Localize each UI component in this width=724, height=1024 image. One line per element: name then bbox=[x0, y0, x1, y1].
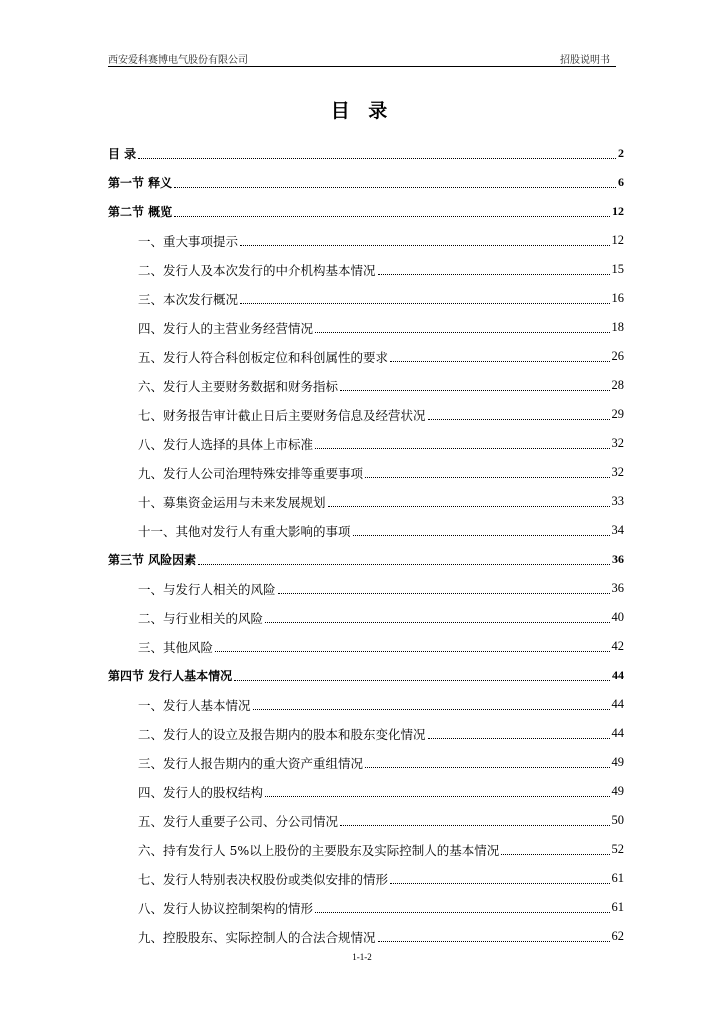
toc-entry-label: 三、发行人报告期内的重大资产重组情况 bbox=[138, 755, 364, 771]
toc-entry-page-number: 36 bbox=[612, 552, 624, 566]
toc-section-entry[interactable] bbox=[108, 139, 624, 168]
toc-dot-leader bbox=[390, 882, 609, 884]
toc-subsection-entry[interactable] bbox=[108, 719, 624, 748]
toc-section-entry[interactable] bbox=[108, 197, 624, 226]
toc-dot-leader bbox=[174, 186, 616, 188]
toc-entry-label: 六、持有发行人 5%以上股份的主要股东及实际控制人的基本情况 bbox=[138, 842, 500, 858]
toc-dot-leader bbox=[365, 476, 609, 478]
toc-dot-leader bbox=[234, 679, 610, 681]
toc-entry-label: 九、发行人公司治理特殊安排等重要事项 bbox=[138, 465, 364, 481]
toc-entry-page-number: 12 bbox=[611, 233, 624, 247]
toc-entry-page-number: 32 bbox=[611, 465, 624, 479]
toc-entry-label: 一、重大事项提示 bbox=[138, 233, 239, 249]
toc-entry-label: 二、与行业相关的风险 bbox=[138, 610, 264, 626]
toc-subsection-entry[interactable] bbox=[108, 516, 624, 545]
toc-dot-leader bbox=[501, 853, 609, 855]
toc-dot-leader bbox=[428, 737, 610, 739]
toc-entry-page-number: 62 bbox=[611, 929, 624, 943]
toc-entry-page-number: 16 bbox=[611, 291, 624, 305]
toc-entry-page-number: 6 bbox=[618, 175, 624, 189]
toc-subsection-entry[interactable] bbox=[108, 574, 624, 603]
toc-dot-leader bbox=[215, 650, 609, 652]
toc-entry-label: 十、募集资金运用与未来发展规划 bbox=[138, 494, 326, 510]
toc-subsection-entry[interactable] bbox=[108, 748, 624, 777]
header-document-type: 招股说明书 bbox=[560, 55, 610, 66]
toc-subsection-entry[interactable] bbox=[108, 835, 624, 864]
toc-entry-label: 三、其他风险 bbox=[138, 639, 214, 655]
toc-dot-leader bbox=[278, 592, 610, 594]
toc-subsection-entry[interactable] bbox=[108, 922, 624, 951]
toc-entry-label: 八、发行人选择的具体上市标准 bbox=[138, 436, 314, 452]
toc-dot-leader bbox=[365, 766, 609, 768]
toc-subsection-entry[interactable] bbox=[108, 255, 624, 284]
toc-section-entry[interactable] bbox=[108, 168, 624, 197]
toc-entry-label: 一、发行人基本情况 bbox=[138, 697, 251, 713]
toc-entry-label: 第三节 风险因素 bbox=[108, 553, 197, 567]
toc-entry-label: 五、发行人重要子公司、分公司情况 bbox=[138, 813, 339, 829]
table-of-contents bbox=[108, 139, 624, 951]
toc-dot-leader bbox=[340, 389, 609, 391]
toc-entry-page-number: 26 bbox=[611, 349, 624, 363]
toc-dot-leader bbox=[328, 505, 610, 507]
toc-entry-page-number: 50 bbox=[611, 813, 624, 827]
toc-dot-leader bbox=[240, 244, 609, 246]
toc-entry-label: 一、与发行人相关的风险 bbox=[138, 581, 276, 597]
toc-entry-label: 目 录 bbox=[108, 147, 137, 161]
page-number: 1-1-2 bbox=[352, 952, 372, 962]
toc-entry-page-number: 15 bbox=[611, 262, 624, 276]
toc-dot-leader bbox=[198, 563, 610, 565]
toc-subsection-entry[interactable] bbox=[108, 226, 624, 255]
toc-entry-page-number: 52 bbox=[611, 842, 624, 856]
toc-entry-page-number: 33 bbox=[611, 494, 624, 508]
toc-entry-page-number: 49 bbox=[611, 784, 624, 798]
toc-entry-page-number: 34 bbox=[611, 523, 624, 537]
toc-entry-page-number: 2 bbox=[618, 146, 624, 160]
toc-section-entry[interactable] bbox=[108, 661, 624, 690]
toc-entry-page-number: 42 bbox=[611, 639, 624, 653]
toc-entry-label: 三、本次发行概况 bbox=[138, 291, 239, 307]
toc-subsection-entry[interactable] bbox=[108, 603, 624, 632]
toc-dot-leader bbox=[315, 331, 609, 333]
toc-entry-label: 八、发行人协议控制架构的情形 bbox=[138, 900, 314, 916]
toc-dot-leader bbox=[353, 534, 610, 536]
toc-entry-label: 五、发行人符合科创板定位和科创属性的要求 bbox=[138, 349, 389, 365]
toc-entry-label: 十一、其他对发行人有重大影响的事项 bbox=[138, 523, 351, 539]
toc-subsection-entry[interactable] bbox=[108, 632, 624, 661]
header-company-name: 西安爱科赛博电气股份有限公司 bbox=[108, 55, 248, 66]
toc-dot-leader bbox=[240, 302, 609, 304]
toc-entry-label: 七、财务报告审计截止日后主要财务信息及经营状况 bbox=[138, 407, 426, 423]
toc-dot-leader bbox=[390, 360, 609, 362]
toc-entry-page-number: 36 bbox=[611, 581, 624, 595]
toc-subsection-entry[interactable] bbox=[108, 806, 624, 835]
toc-dot-leader bbox=[138, 157, 616, 159]
toc-dot-leader bbox=[253, 708, 610, 710]
toc-subsection-entry[interactable] bbox=[108, 864, 624, 893]
toc-dot-leader bbox=[315, 911, 609, 913]
toc-entry-page-number: 61 bbox=[611, 900, 624, 914]
toc-entry-page-number: 18 bbox=[611, 320, 624, 334]
toc-entry-label: 二、发行人及本次发行的中介机构基本情况 bbox=[138, 262, 376, 278]
toc-entry-page-number: 40 bbox=[611, 610, 624, 624]
toc-section-entry[interactable] bbox=[108, 545, 624, 574]
toc-subsection-entry[interactable] bbox=[108, 400, 624, 429]
toc-subsection-entry[interactable] bbox=[108, 893, 624, 922]
toc-dot-leader bbox=[428, 418, 610, 420]
toc-entry-page-number: 12 bbox=[612, 204, 624, 218]
toc-entry-label: 九、控股股东、实际控制人的合法合规情况 bbox=[138, 929, 376, 945]
toc-subsection-entry[interactable] bbox=[108, 487, 624, 516]
toc-entry-page-number: 61 bbox=[611, 871, 624, 885]
toc-entry-label: 七、发行人特别表决权股份或类似安排的情形 bbox=[138, 871, 389, 887]
toc-subsection-entry[interactable] bbox=[108, 371, 624, 400]
toc-dot-leader bbox=[340, 824, 609, 826]
toc-entry-page-number: 44 bbox=[612, 668, 624, 682]
toc-subsection-entry[interactable] bbox=[108, 777, 624, 806]
toc-entry-label: 六、发行人主要财务数据和财务指标 bbox=[138, 378, 339, 394]
toc-entry-page-number: 44 bbox=[611, 697, 624, 711]
toc-entry-page-number: 28 bbox=[611, 378, 624, 392]
toc-subsection-entry[interactable] bbox=[108, 429, 624, 458]
toc-dot-leader bbox=[315, 447, 609, 449]
page-header bbox=[108, 51, 616, 67]
toc-entry-page-number: 32 bbox=[611, 436, 624, 450]
toc-entry-label: 第四节 发行人基本情况 bbox=[108, 669, 233, 683]
toc-dot-leader bbox=[378, 273, 610, 275]
toc-dot-leader bbox=[174, 215, 610, 217]
toc-entry-page-number: 49 bbox=[611, 755, 624, 769]
toc-subsection-entry[interactable] bbox=[108, 458, 624, 487]
toc-entry-label: 第一节 释义 bbox=[108, 176, 173, 190]
toc-entry-label: 第二节 概览 bbox=[108, 205, 173, 219]
toc-dot-leader bbox=[265, 621, 609, 623]
header-divider bbox=[108, 66, 616, 67]
toc-entry-page-number: 29 bbox=[611, 407, 624, 421]
toc-entry-label: 四、发行人的主营业务经营情况 bbox=[138, 320, 314, 336]
toc-subsection-entry[interactable] bbox=[108, 690, 624, 719]
toc-entry-label: 二、发行人的设立及报告期内的股本和股东变化情况 bbox=[138, 726, 426, 742]
toc-dot-leader bbox=[378, 940, 610, 942]
toc-subsection-entry[interactable] bbox=[108, 342, 624, 371]
page-title: 目 录 bbox=[330, 100, 394, 122]
toc-subsection-entry[interactable] bbox=[108, 313, 624, 342]
toc-subsection-entry[interactable] bbox=[108, 284, 624, 313]
toc-entry-page-number: 44 bbox=[611, 726, 624, 740]
toc-entry-label: 四、发行人的股权结构 bbox=[138, 784, 264, 800]
toc-dot-leader bbox=[265, 795, 609, 797]
